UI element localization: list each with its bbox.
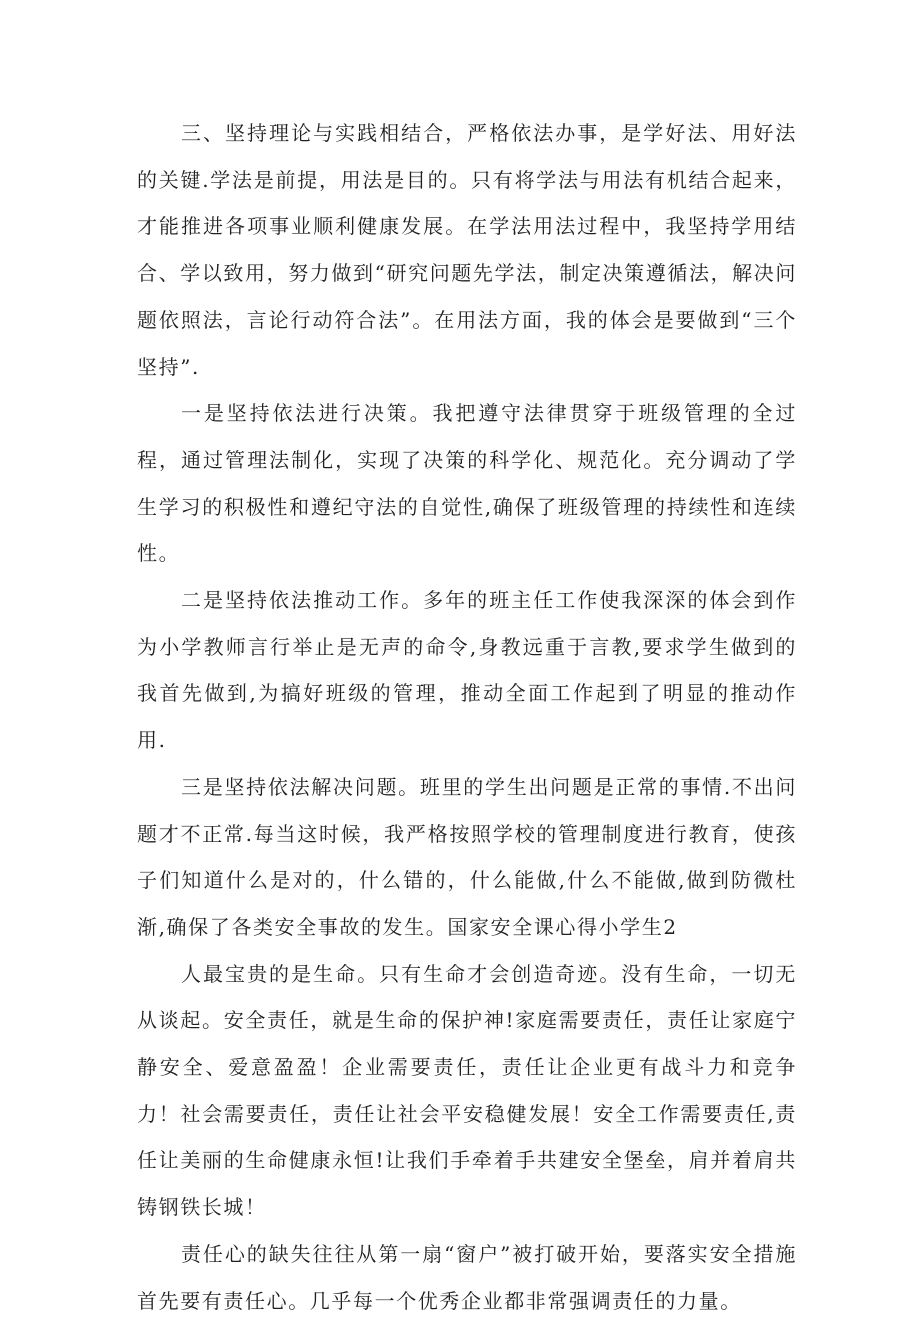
- document-body: [137, 110, 797, 1324]
- paragraph-responsibility-window: 责任心的缺失往往从第一扇“窗户”被打破开始，要落实安全措施首先要有责任心。几乎每一个优秀企业都非常强调责任的力量。: [137, 1241, 797, 1313]
- paragraph-life-responsibility: 人最宝贵的是生命。只有生命才会创造奇迹。没有生命，一切无从谈起。安全责任，就是生命的保护神!家庭需要责任，责任让家庭宁静安全、爱意盈盈！企业需要责任，责任让企业更有战斗力和竞争力！社会需要责任，责任让社会平安稳健发展！安全工作需要责任,责任让美丽的生命健康永恒!让我们手牵着手共建安全堡垒，肩并着肩共铸钢铁长城！: [137, 961, 797, 1220]
- paragraph-decision-making: 一是坚持依法进行决策。我把遵守法律贯穿于班级管理的全过程，通过管理法制化，实现了决策的科学化、规范化。充分调动了学生学习的积极性和遵纪守法的自觉性,确保了班级管理的持续性和连续性。: [137, 401, 797, 566]
- paragraph-principle-three: 三、坚持理论与实践相结合，严格依法办事，是学好法、用好法的关键.学法是前提，用法是目的。只有将学法与用法有机结合起来，才能推进各项事业顺利健康发展。在学法用法过程中，我坚持学用结合、学以致用，努力做到“研究问题先学法，制定决策遵循法，解决问题依照法，言论行动符合法”。在用法方面，我的体会是要做到“三个坚持”.: [137, 121, 797, 379]
- paragraph-solve-problems: 三是坚持依法解决问题。班里的学生出问题是正常的事情.不出问题才不正常.每当这时候，我严格按照学校的管理制度进行教育，使孩子们知道什么是对的，什么错的，什么能做,什么不能做,做到防微杜渐,确保了各类安全事故的发生。国家安全课心得小学生2: [137, 774, 797, 939]
- paragraph-promote-work: 二是坚持依法推动工作。多年的班主任工作使我深深的体会到作为小学教师言行举止是无声的命令,身教远重于言教,要求学生做到的我首先做到,为搞好班级的管理，推动全面工作起到了明显的推动作用.: [137, 588, 797, 753]
